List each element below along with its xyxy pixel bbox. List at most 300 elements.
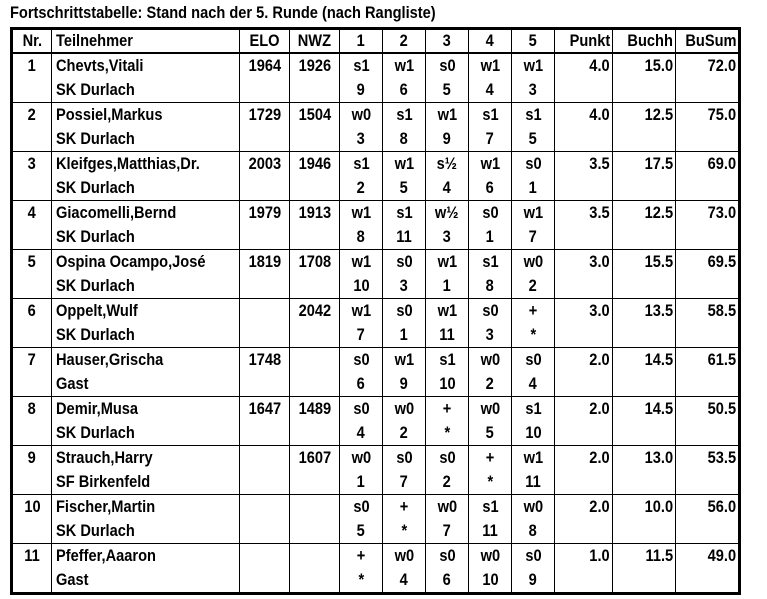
header-buchh [613,29,676,54]
round-result [426,397,469,422]
player-elo-empty [240,421,290,446]
round-result-text: w1 [437,252,457,271]
player-nwz-empty [290,568,340,594]
player-club [52,421,240,446]
player-nr [12,299,52,324]
table-title: Fortschrittstabelle: Stand nach der 5. Runde (nach Rangliste) [10,3,436,22]
round-result-text: w1 [437,301,457,320]
round-opponent [469,176,512,201]
round-result [512,201,555,226]
player-punkt-text: 3.5 [589,203,610,222]
round-opponent [340,568,383,594]
player-club-text: Gast [56,374,89,393]
round-result [469,103,512,128]
player-name [52,397,240,422]
round-opponent [512,323,555,348]
player-busum-text: 73.0 [707,203,736,222]
player-busum [676,495,740,520]
round-result [512,397,555,422]
round-result [469,495,512,520]
player-busum [676,103,740,128]
round-result-text: s1 [481,105,499,124]
player-club-text: SK Durlach [56,423,135,442]
round-opponent-text: 1 [399,325,409,344]
round-opponent [512,568,555,594]
player-nr [12,250,52,275]
round-opponent [383,274,426,299]
round-opponent [512,274,555,299]
player-punkt [555,495,613,520]
round-opponent [512,78,555,103]
player-elo-empty [240,225,290,250]
round-opponent-text: 7 [442,521,452,540]
player-busum [676,544,740,569]
player-club-text: SK Durlach [56,80,135,99]
player-busum-empty [676,323,740,348]
round-result [383,446,426,471]
round-opponent-text: 9 [442,129,452,148]
round-opponent [340,470,383,495]
player-club-text: Gast [56,570,89,589]
player-nr-empty [12,372,52,397]
player-club [52,372,240,397]
round-result [340,103,383,128]
round-result [469,250,512,275]
player-name-text: Ospina Ocampo,José [56,252,206,271]
table-row-club [12,274,740,299]
round-opponent-text: 2 [399,423,409,442]
player-name [52,495,240,520]
round-opponent [426,78,469,103]
player-busum-text: 56.0 [707,497,736,516]
round-result [383,397,426,422]
round-opponent-text: 6 [399,80,409,99]
player-elo-text: 1729 [248,105,281,124]
round-result-text: w0 [480,546,500,565]
round-result [469,152,512,177]
player-punkt-empty [555,470,613,495]
round-result [512,544,555,569]
round-result [383,201,426,226]
player-nr [12,348,52,373]
round-opponent-text: 11 [439,325,455,344]
round-result [340,446,383,471]
player-club-text: SK Durlach [56,276,135,295]
header-round-5 [512,29,555,54]
player-nr-empty [12,470,52,495]
player-punkt-empty [555,78,613,103]
table-row-club [12,568,740,594]
player-name-text: Hauser,Grischa [56,350,164,369]
round-opponent [469,470,512,495]
header-label: BuSum [684,31,736,50]
round-opponent [383,225,426,250]
round-opponent-text: 8 [399,129,409,148]
header-label: Teilnehmer [56,31,133,50]
round-result-text: w1 [351,301,371,320]
player-buchh-empty [613,421,676,446]
round-opponent [383,470,426,495]
round-result [426,544,469,569]
round-opponent-text: 10 [352,276,370,295]
round-result [340,201,383,226]
round-result-text: w0 [523,497,543,516]
round-result-text: w0 [394,399,414,418]
header-label: 1 [356,31,366,50]
round-opponent-text: 5 [442,80,452,99]
table-row-club [12,372,740,397]
player-elo [240,446,290,471]
round-result-text: s0 [395,301,413,320]
player-busum-empty [676,78,740,103]
player-punkt-text: 3.0 [589,252,610,271]
player-nwz-text: 1607 [298,448,331,467]
round-result-text: s1 [481,497,499,516]
player-nr-text: 2 [27,105,37,124]
round-result [383,348,426,373]
player-nr-empty [12,519,52,544]
player-nwz-empty [290,78,340,103]
round-opponent [340,225,383,250]
player-nwz-empty [290,323,340,348]
round-opponent [340,274,383,299]
round-opponent [512,176,555,201]
header-label: 3 [442,31,452,50]
round-opponent-text: 10 [438,374,456,393]
player-nr-text: 6 [27,301,37,320]
round-opponent-text: 2 [356,178,366,197]
round-result-text: w0 [351,105,371,124]
table-row-club [12,127,740,152]
round-result [512,103,555,128]
player-busum [676,250,740,275]
round-result [340,53,383,78]
player-name-text: Kleifges,Matthias,Dr. [56,154,200,173]
player-elo-empty [240,176,290,201]
table-body [12,53,740,594]
player-club-text: SK Durlach [56,325,135,344]
round-opponent-text: 9 [399,374,409,393]
player-buchh-empty [613,470,676,495]
player-busum-empty [676,519,740,544]
round-result-text: w1 [480,56,500,75]
player-busum [676,201,740,226]
player-nwz-empty [290,274,340,299]
round-result [426,250,469,275]
player-buchh [613,446,676,471]
player-nwz [290,544,340,569]
round-opponent-text: * [530,325,536,344]
player-elo [240,152,290,177]
round-opponent-text: 3 [399,276,409,295]
player-elo-empty [240,519,290,544]
player-punkt-text: 2.0 [589,448,610,467]
player-punkt [555,152,613,177]
round-result [512,53,555,78]
round-result-text: s0 [352,350,370,369]
player-punkt-text: 4.0 [589,105,610,124]
round-result [512,446,555,471]
round-opponent-text: * [487,472,493,491]
player-buchh [613,348,676,373]
player-elo-empty [240,323,290,348]
player-nwz [290,53,340,78]
round-opponent [469,372,512,397]
header-label: 2 [399,31,409,50]
player-nr-text: 4 [27,203,37,222]
round-opponent-text: 3 [528,80,538,99]
round-opponent-text: 5 [399,178,409,197]
round-opponent-text: 11 [396,227,412,246]
header-punkt [555,29,613,54]
round-result-text: s1 [352,56,370,75]
player-busum [676,53,740,78]
player-nr [12,446,52,471]
round-result [340,495,383,520]
round-result-text: w1 [394,154,414,173]
round-result [469,299,512,324]
player-nwz [290,250,340,275]
player-busum-text: 58.5 [707,301,736,320]
player-busum-empty [676,225,740,250]
player-buchh-text: 12.5 [644,105,673,124]
player-nr-text: 1 [27,56,37,75]
round-opponent-text: 1 [485,227,495,246]
round-result [512,348,555,373]
player-nr [12,495,52,520]
header-row [12,29,740,54]
round-opponent-text: 8 [528,521,538,540]
player-buchh [613,544,676,569]
player-buchh [613,201,676,226]
player-busum-text: 49.0 [707,546,736,565]
player-busum [676,152,740,177]
table-row-club [12,421,740,446]
player-name-text: Strauch,Harry [56,448,153,467]
round-result [512,495,555,520]
round-result [469,397,512,422]
player-busum [676,299,740,324]
table-row [12,152,740,177]
round-result-text: + [399,497,409,516]
player-nwz [290,299,340,324]
round-result [383,299,426,324]
player-buchh-text: 13.5 [644,301,673,320]
round-result-text: s0 [481,301,499,320]
round-opponent [426,225,469,250]
player-nr [12,53,52,78]
player-nwz-empty [290,372,340,397]
player-busum [676,397,740,422]
round-opponent [340,78,383,103]
round-result-text: s1 [395,105,413,124]
round-opponent [426,274,469,299]
player-punkt [555,299,613,324]
player-punkt-text: 3.5 [589,154,610,173]
player-elo-text: 2003 [248,154,281,173]
round-opponent-text: 10 [524,423,542,442]
round-opponent [383,372,426,397]
round-opponent-text: 4 [399,570,409,589]
round-opponent-text: 2 [485,374,495,393]
player-buchh-empty [613,127,676,152]
table-row [12,299,740,324]
round-opponent-text: 7 [528,227,538,246]
round-opponent [340,127,383,152]
player-nwz-empty [290,225,340,250]
round-opponent-text: 2 [442,472,452,491]
header-label: Nr. [22,31,42,50]
player-elo-empty [240,568,290,594]
round-opponent-text: * [401,521,407,540]
player-club [52,127,240,152]
player-nwz [290,201,340,226]
round-result-text: s½ [436,154,458,173]
player-punkt [555,544,613,569]
round-opponent [426,127,469,152]
player-elo-text: 1819 [248,252,281,271]
player-nwz-text: 1504 [298,105,331,124]
table-row-club [12,470,740,495]
player-name [52,152,240,177]
player-club-text: SF Birkenfeld [56,472,151,491]
round-opponent [469,519,512,544]
player-elo [240,495,290,520]
player-nr [12,201,52,226]
round-opponent [383,323,426,348]
round-opponent [383,127,426,152]
player-nr-text: 10 [23,497,41,516]
header-nwz [290,29,340,54]
player-club-text: SK Durlach [56,521,135,540]
round-result-text: w0 [394,546,414,565]
round-result [426,348,469,373]
round-opponent-text: 6 [356,374,366,393]
round-result-text: s0 [481,203,499,222]
player-punkt [555,348,613,373]
round-result-text: w0 [523,252,543,271]
player-buchh [613,152,676,177]
player-nr-empty [12,225,52,250]
round-opponent [512,519,555,544]
player-elo-empty [240,372,290,397]
round-opponent [383,176,426,201]
round-result-text: w1 [523,56,543,75]
round-result-text: w1 [437,105,457,124]
player-elo-empty [240,274,290,299]
header-label: ELO [249,31,280,50]
player-nwz [290,348,340,373]
round-result [383,250,426,275]
round-result-text: w1 [351,252,371,271]
player-buchh [613,53,676,78]
round-result-text: + [528,301,538,320]
player-busum-text: 53.5 [707,448,736,467]
round-opponent [512,225,555,250]
header-round-4 [469,29,512,54]
round-result-text: + [442,399,452,418]
round-opponent-text: 10 [481,570,499,589]
player-punkt [555,250,613,275]
round-result [469,53,512,78]
round-opponent-text: 7 [399,472,409,491]
player-name-text: Fischer,Martin [56,497,156,516]
player-nwz [290,103,340,128]
player-busum-text: 75.0 [707,105,736,124]
round-opponent-text: 5 [356,521,366,540]
round-result [426,446,469,471]
round-result-text: s0 [395,252,413,271]
player-name-text: Giacomelli,Bernd [56,203,177,222]
round-opponent [469,323,512,348]
player-nr [12,544,52,569]
round-opponent-text: 1 [528,178,538,197]
player-punkt-empty [555,519,613,544]
header-busum [676,29,740,54]
table-row-club [12,519,740,544]
round-result-text: s0 [438,448,456,467]
round-opponent [469,127,512,152]
player-punkt-empty [555,372,613,397]
round-opponent [340,421,383,446]
round-opponent [469,274,512,299]
player-name-text: Possiel,Markus [56,105,163,124]
round-opponent [340,519,383,544]
round-opponent [426,421,469,446]
player-club-text: SK Durlach [56,129,135,148]
round-result-text: w0 [351,448,371,467]
table-row [12,201,740,226]
round-result [340,397,383,422]
round-result-text: w1 [523,203,543,222]
player-punkt-text: 3.0 [589,301,610,320]
table-row [12,103,740,128]
round-result [469,446,512,471]
player-buchh-empty [613,372,676,397]
player-name [52,299,240,324]
header-nr [12,29,52,54]
round-opponent-text: 2 [528,276,538,295]
round-opponent [383,568,426,594]
player-nr-text: 5 [27,252,37,271]
player-busum-empty [676,176,740,201]
round-opponent-text: 11 [482,521,498,540]
player-club [52,274,240,299]
player-buchh-empty [613,323,676,348]
header-elo [240,29,290,54]
player-nwz-text: 1946 [298,154,331,173]
round-result [340,299,383,324]
round-opponent-text: 9 [356,80,366,99]
round-opponent-text: 4 [528,374,538,393]
player-nr-empty [12,176,52,201]
round-result [426,103,469,128]
player-name-text: Oppelt,Wulf [56,301,138,320]
round-result [512,299,555,324]
round-opponent-text: 5 [528,129,538,148]
round-result [469,348,512,373]
player-nr-empty [12,274,52,299]
player-punkt [555,446,613,471]
round-opponent-text: 4 [442,178,452,197]
player-nwz-text: 1913 [298,203,331,222]
player-club [52,470,240,495]
player-punkt-text: 1.0 [589,546,610,565]
player-busum-text: 61.5 [707,350,736,369]
player-nwz-text: 2042 [298,301,331,320]
player-busum-empty [676,274,740,299]
player-elo-empty [240,127,290,152]
